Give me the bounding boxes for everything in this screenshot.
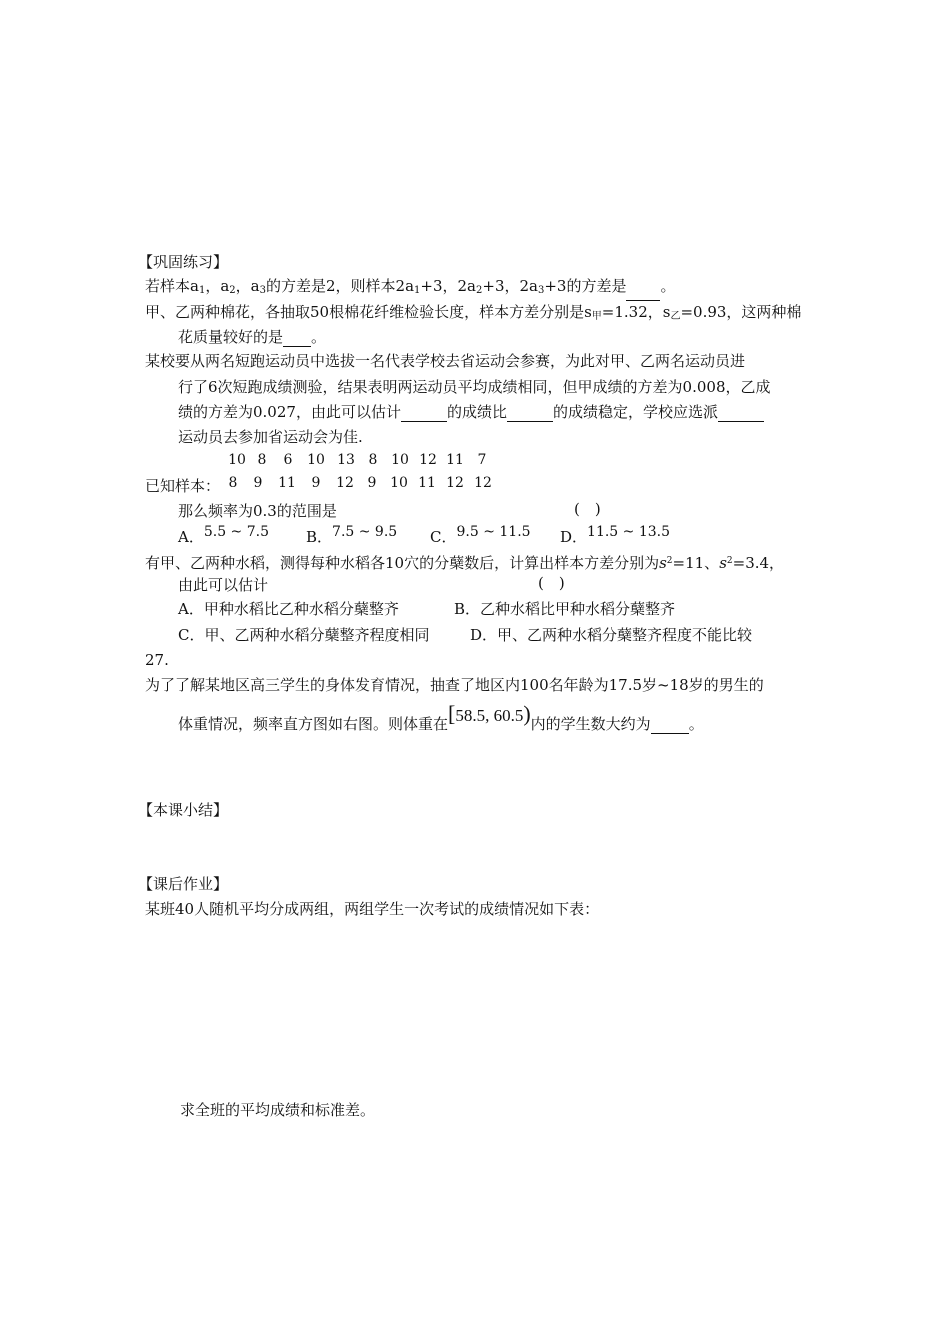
q1-text: 若样本a xyxy=(145,277,199,295)
homework-question: 某班40人随机平均分成两组，两组学生一次考试的成绩情况如下表： xyxy=(145,900,600,918)
homework-heading: 【课后作业】 xyxy=(138,875,229,893)
q3-text: 的成绩稳定，学校应选派 xyxy=(552,403,718,421)
choice-d[interactable] xyxy=(560,524,671,548)
sample-value: 11 xyxy=(446,452,464,468)
answer-paren[interactable]: ( ) xyxy=(538,574,565,592)
question-sprint-line1: 某校要从两名短跑运动员中选拔一名代表学校去省运动会参赛，为此对甲、乙两名运动员进 xyxy=(145,352,746,370)
sample-value: 10 xyxy=(228,452,246,468)
subscript: 甲 xyxy=(591,311,602,322)
weight-interval xyxy=(448,701,531,726)
q5-text: 有甲、乙两种水稻，测得每种水稻各10穴的分蘖数后，计算出样本方差分别为 xyxy=(145,554,660,572)
subscript: 1 xyxy=(414,285,421,296)
sample-value: 13 xyxy=(337,452,355,468)
q3-text: 绩的方差为0.027，由此可以估计 xyxy=(178,403,401,421)
question-weight-line1: 为了了解某地区高三学生的身体发育情况，抽查了地区内100名年龄为17.5岁~18岁的男生的 xyxy=(145,676,764,694)
q1-text: 的方差是2，则样本2a xyxy=(265,277,415,295)
q1-text: +3，2a xyxy=(482,277,538,295)
q1-text: ，a xyxy=(205,277,230,295)
answer-paren[interactable]: ( ) xyxy=(574,500,601,518)
q5-text: =11、 xyxy=(672,554,720,572)
subscript: 3 xyxy=(537,285,545,296)
rice-option-b[interactable]: B．乙种水稻比甲种水稻分蘖整齐 xyxy=(454,600,676,618)
question-sprint-line2: 行了6次短跑成绩测验，结果表明两运动员平均成绩相同，但甲成绩的方差为0.008，乙成 xyxy=(178,378,771,396)
question-rice-line2: 由此可以估计 xyxy=(178,576,269,594)
answer-blank[interactable] xyxy=(651,733,689,734)
q2-text: 花质量较好的是 xyxy=(178,328,284,346)
q6-text: 。 xyxy=(688,715,704,733)
subscript: 3 xyxy=(259,285,266,296)
sample-label: 已知样本： xyxy=(145,477,221,495)
q2-text: =0.93，这两种棉 xyxy=(680,303,802,321)
q2-text: 甲、乙两种棉花，各抽取50根棉花纤维检验长度，样本方差分别是s xyxy=(145,303,592,321)
sample-value: 9 xyxy=(253,475,263,491)
sample-value: 6 xyxy=(283,452,293,468)
superscript: 2 xyxy=(726,556,733,566)
frequency-question: 那么频率为0.3的范围是 xyxy=(178,502,337,520)
answer-blank[interactable] xyxy=(626,300,660,301)
sample-value: 12 xyxy=(474,475,492,491)
question-sprint-line3 xyxy=(178,402,764,422)
choice-a[interactable] xyxy=(178,524,270,548)
choice-c[interactable] xyxy=(430,524,531,548)
answer-blank[interactable] xyxy=(507,421,553,422)
question-weight-line2 xyxy=(178,701,704,734)
choice-value: 9.5 ~ 11.5 xyxy=(456,524,531,540)
subscript: 2 xyxy=(229,285,236,296)
sample-value: 12 xyxy=(419,452,437,468)
interval-open: [ xyxy=(448,701,456,726)
rice-option-c[interactable]: C．甲、乙两种水稻分蘖整齐程度相同 xyxy=(178,626,430,644)
q2-text: 。 xyxy=(311,328,327,346)
summary-heading: 【本课小结】 xyxy=(138,801,229,819)
sample-value: 10 xyxy=(391,452,409,468)
answer-blank[interactable] xyxy=(283,346,311,347)
q1-text: +3，2a xyxy=(420,277,476,295)
question-variance-transform xyxy=(145,276,676,301)
practice-heading: 【巩固练习】 xyxy=(138,253,229,271)
sample-row-2 xyxy=(222,473,496,493)
sample-row-1 xyxy=(226,450,496,470)
question-sprint-line4: 运动员去参加省运动会为佳. xyxy=(178,428,363,446)
sample-value: 8 xyxy=(257,452,267,468)
q6-text: 内的学生数大约为 xyxy=(530,715,651,733)
answer-blank[interactable] xyxy=(718,421,764,422)
question-rice-line1 xyxy=(145,551,784,573)
sample-value: 8 xyxy=(228,475,238,491)
sample-value: 9 xyxy=(367,475,377,491)
interval-value: 58.5, 60.5 xyxy=(455,706,524,725)
sample-value: 10 xyxy=(390,475,408,491)
sample-value: 10 xyxy=(307,452,325,468)
superscript: 2 xyxy=(666,556,673,566)
q3-text: 的成绩比 xyxy=(446,403,507,421)
sample-value: 11 xyxy=(278,475,296,491)
subscript: 1 xyxy=(198,285,206,296)
subscript: 乙 xyxy=(670,311,681,322)
choice-value: 7.5 ~ 9.5 xyxy=(332,524,398,540)
choice-letter: C． xyxy=(430,528,457,546)
rice-option-d[interactable]: D．甲、乙两种水稻分蘖整齐程度不能比较 xyxy=(470,626,753,644)
sample-value: 12 xyxy=(446,475,464,491)
question-number: 27. xyxy=(145,651,169,669)
q6-text: 体重情况，频率直方图如右图。则体重在 xyxy=(178,715,449,733)
subscript: 2 xyxy=(476,285,483,296)
question-cotton-line2 xyxy=(178,327,326,347)
sample-value: 11 xyxy=(418,475,436,491)
q1-text: 。 xyxy=(660,277,676,295)
q5-text: =3.4， xyxy=(732,554,785,572)
answer-blank[interactable] xyxy=(401,421,447,422)
question-cotton-line1 xyxy=(145,302,801,327)
choice-letter: A． xyxy=(178,528,204,546)
q1-text: ，a xyxy=(235,277,260,295)
q2-text: =1.32，s xyxy=(601,303,671,321)
choice-letter: B． xyxy=(306,528,333,546)
choice-letter: D． xyxy=(560,528,588,546)
rice-option-a[interactable]: A．甲种水稻比乙种水稻分蘖整齐 xyxy=(178,600,399,618)
sample-value: 12 xyxy=(336,475,354,491)
interval-close: ) xyxy=(523,701,531,726)
sample-value: 7 xyxy=(477,452,487,468)
q5-var: s xyxy=(659,554,667,572)
sample-value: 8 xyxy=(368,452,378,468)
choice-b[interactable] xyxy=(306,524,398,548)
choice-value: 5.5 ~ 7.5 xyxy=(203,524,270,540)
q1-text: +3的方差是 xyxy=(544,277,627,295)
q5-var: s xyxy=(719,554,727,572)
sample-value: 9 xyxy=(311,475,321,491)
homework-task: 求全班的平均成绩和标准差。 xyxy=(180,1101,376,1119)
choice-value: 11.5 ~ 13.5 xyxy=(587,524,671,540)
